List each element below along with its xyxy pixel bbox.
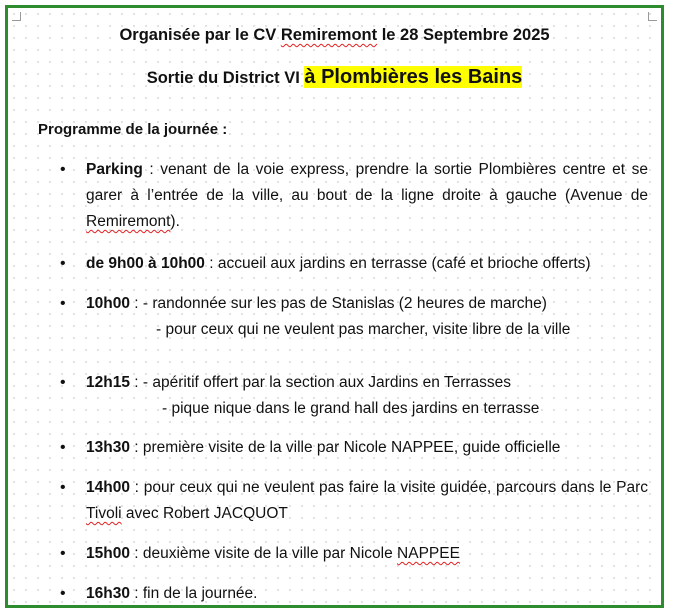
document-page xyxy=(5,5,664,608)
item-text xyxy=(86,157,648,235)
item-text xyxy=(86,541,648,567)
title-town: Remiremont xyxy=(280,26,378,44)
page-title xyxy=(8,26,661,45)
item-park: Tivoli xyxy=(86,505,122,522)
item-text xyxy=(86,370,648,396)
item-label: de 9h00 à 10h00 xyxy=(86,255,205,272)
item-body: : pour ceux qui ne veulent pas faire la visite guidée, parcours dans le Parc xyxy=(129,479,648,496)
bullet: • xyxy=(60,255,66,272)
title-prefix: Organisée par le CV xyxy=(119,26,281,44)
item-label: 10h00 xyxy=(86,295,130,312)
programme-heading: Programme de la journée : xyxy=(38,121,228,138)
bullet: • xyxy=(60,161,66,178)
subtitle-prefix: Sortie du District VI xyxy=(146,69,305,87)
item-label: Parking xyxy=(86,161,143,178)
item-guide-name: NAPPEE xyxy=(397,545,460,562)
item-body: : accueil aux jardins en terrasse (café et brioche offerts) xyxy=(204,255,591,272)
item-text xyxy=(86,251,648,277)
item-body-end: ). xyxy=(170,213,180,230)
item-label: 13h30 xyxy=(86,439,130,456)
item-subline-hike: - pour ceux qui ne veulent pas marcher, visite libre de la ville xyxy=(156,321,571,338)
subtitle-highlight: à Plombières les Bains xyxy=(304,66,523,88)
item-text xyxy=(86,435,648,461)
item-text xyxy=(86,581,648,607)
item-body: : - randonnée sur les pas de Stanislas (2 heures de marche) xyxy=(129,295,547,312)
item-body: : - apéritif offert par la section aux Jardins en Terrasses xyxy=(129,374,512,391)
item-body: : venant de la voie express, prendre la sortie Plombières centre et se garer à l’entrée de la ville, au bout de la ligne droite à gauche (Avenue de xyxy=(86,161,648,204)
item-body: : deuxième visite de la ville par Nicole xyxy=(129,545,398,562)
bullet: • xyxy=(60,545,66,562)
item-label: 16h30 xyxy=(86,585,130,602)
item-label: 12h15 xyxy=(86,374,130,391)
bullet: • xyxy=(60,295,66,312)
item-town: Remiremont xyxy=(86,213,171,230)
item-body-end: avec Robert JACQUOT xyxy=(121,505,288,522)
bullet: • xyxy=(60,585,66,602)
crop-mark-top-right xyxy=(648,12,657,21)
item-label: 14h00 xyxy=(86,479,130,496)
crop-mark-top-left xyxy=(12,12,21,21)
list-item-parking xyxy=(38,157,648,235)
item-body: : fin de la journée. xyxy=(129,585,258,602)
item-text xyxy=(86,475,648,527)
bullet: • xyxy=(60,374,66,391)
page-subtitle xyxy=(8,66,661,89)
bullet: • xyxy=(60,439,66,456)
item-body: : première visite de la ville par Nicole NAPPEE, guide officielle xyxy=(129,439,561,456)
title-suffix: le 28 Septembre 2025 xyxy=(377,26,550,44)
item-label: 15h00 xyxy=(86,545,130,562)
bullet: • xyxy=(60,479,66,496)
item-subline-picnic: - pique nique dans le grand hall des jardins en terrasse xyxy=(162,400,540,417)
item-text xyxy=(86,291,648,317)
